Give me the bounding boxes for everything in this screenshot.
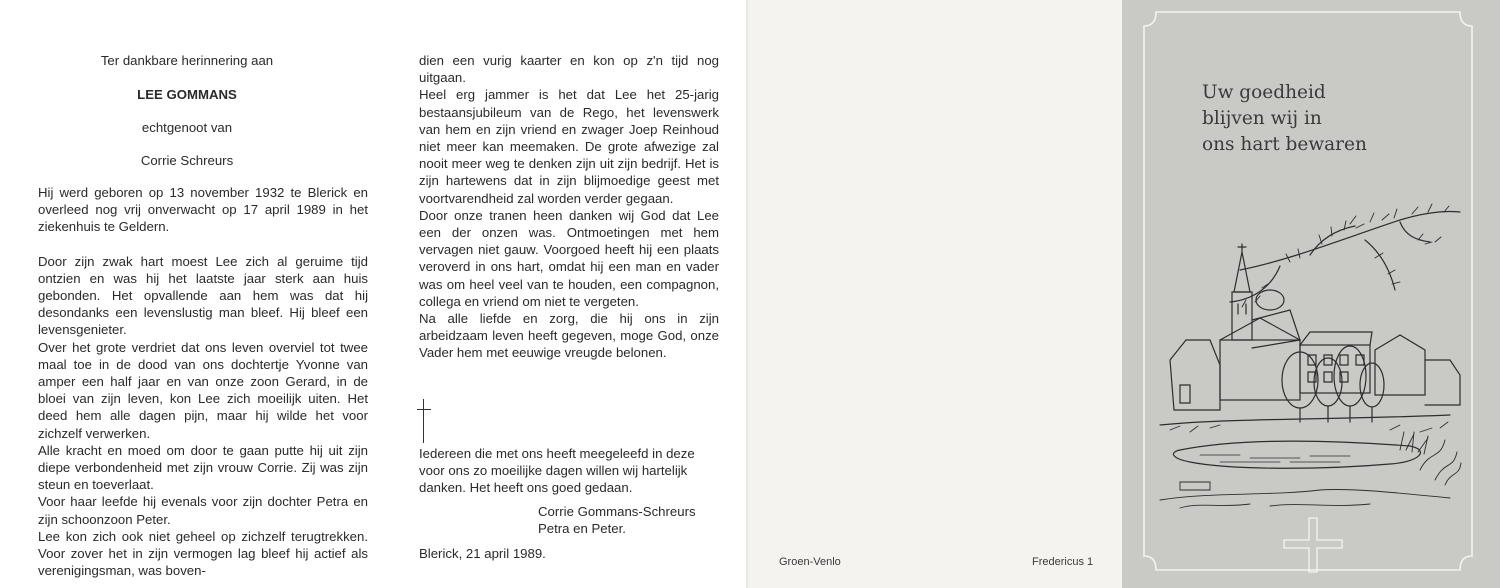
blank-back-panel [748,0,1122,588]
signature-line: Corrie Gommans-Schreurs [538,504,696,519]
cross-icon [1282,516,1344,574]
deceased-name: LEE GOMMANS [137,87,237,102]
intro-text: Ter dankbare herinnering aan [100,53,274,68]
paragraph: Lee kon zich ook niet geheel op zichzelf terugtrekken. Voor zover het in zijn vermogen lag bleef hij actief als verenigingsman, was boven- [38,528,368,579]
verse-line: blijven wij in [1202,108,1322,129]
verse-line: ons hart bewaren [1202,134,1367,155]
paragraph: Over het grote verdriet dat ons leven overviel tot twee maal toe in de dood van ons dochtertje Yvonne van amper een half jaar en van onze zoon Gerard, in de bloei van zijn leven, kon Lee zich moeilijk uiten. Het deed hem alle dagen pijn, maar hij wilde het voor zichzelf verwerken. [38,339,368,441]
spouse-label: echtgenoot van [141,120,233,135]
signature [538,503,738,537]
biography-column-2 [419,52,719,362]
place-date: Blerick, 21 april 1989. [419,546,546,561]
printer-model: Fredericus 1 [1032,556,1094,568]
paragraph: Na alle liefde en zorg, die hij ons in zijn arbeidzaam leven heeft gegeven, moge God, onze Vader hem met eeuwige vreugde belonen. [419,311,719,361]
paragraph: Alle kracht en moed om door te gaan putte hij uit zijn diepe verbondenheid met zijn vrouw Corrie. Zij was zijn steun en toeverlaat. [38,442,368,493]
spouse-name: Corrie Schreurs [140,153,234,168]
cross-icon [417,399,431,443]
paragraph: Voor haar leefde hij evenals voor zijn dochter Petra en zijn schoonzoon Peter. [38,494,368,527]
paragraph: Door onze tranen heen danken wij God dat Lee een der onzen was. Ontmoetingen met hem vervagen niet gauw. Voorgoed heeft hij een plaats veroverd in ons hart, omdat hij een man en vader was om heel veel van te houden, een compagnon, collega en vriend om niet te vergeten. [419,207,719,309]
village-church-illustration [1150,200,1470,530]
biography-column-1 [38,184,368,579]
paragraph-gap [38,236,368,253]
paragraph: dien een vurig kaarter en kon op z'n tijd nog uitgaan. [419,53,719,86]
thanks-text: Iedereen die met ons heeft meegeleefd in deze voor ons zo moeilijke dagen willen wij hartelijk danken. Het heeft ons goed gedaan. [419,446,695,496]
paragraph: Hij werd geboren op 13 november 1932 te Blerick en overleed nog vrij onverwacht op 17 april 1989 in het ziekenhuis te Geldern. [38,185,368,235]
verse-line: Uw goedheid [1202,82,1326,103]
memorial-verse [1202,80,1367,158]
paragraph: Door zijn zwak hart moest Lee zich al geruime tijd ontzien en was hij het laatste jaar sterk aan huis gebonden. Het opvallende aan hem was dat hij desondanks een levenslustig man bleef. Hij bleef een levensgenieter. [38,253,368,338]
paragraph: Heel erg jammer is het dat Lee het 25-jarig bestaansjubileum van de Rego, het levenswerk van hem en zijn vriend en zwager Joep Reinhoud niet meer kan meemaken. De grote afwezige zal nooit meer weg te denken zijn uit zijn bedrijf. Het is zijn hartewens dat in zijn blijmoedige geest met voortvarendheid zal worden verder gegaan. [419,87,719,206]
printer-credit: Groen-Venlo [779,556,841,568]
signature-line: Petra en Peter. [538,521,626,537]
